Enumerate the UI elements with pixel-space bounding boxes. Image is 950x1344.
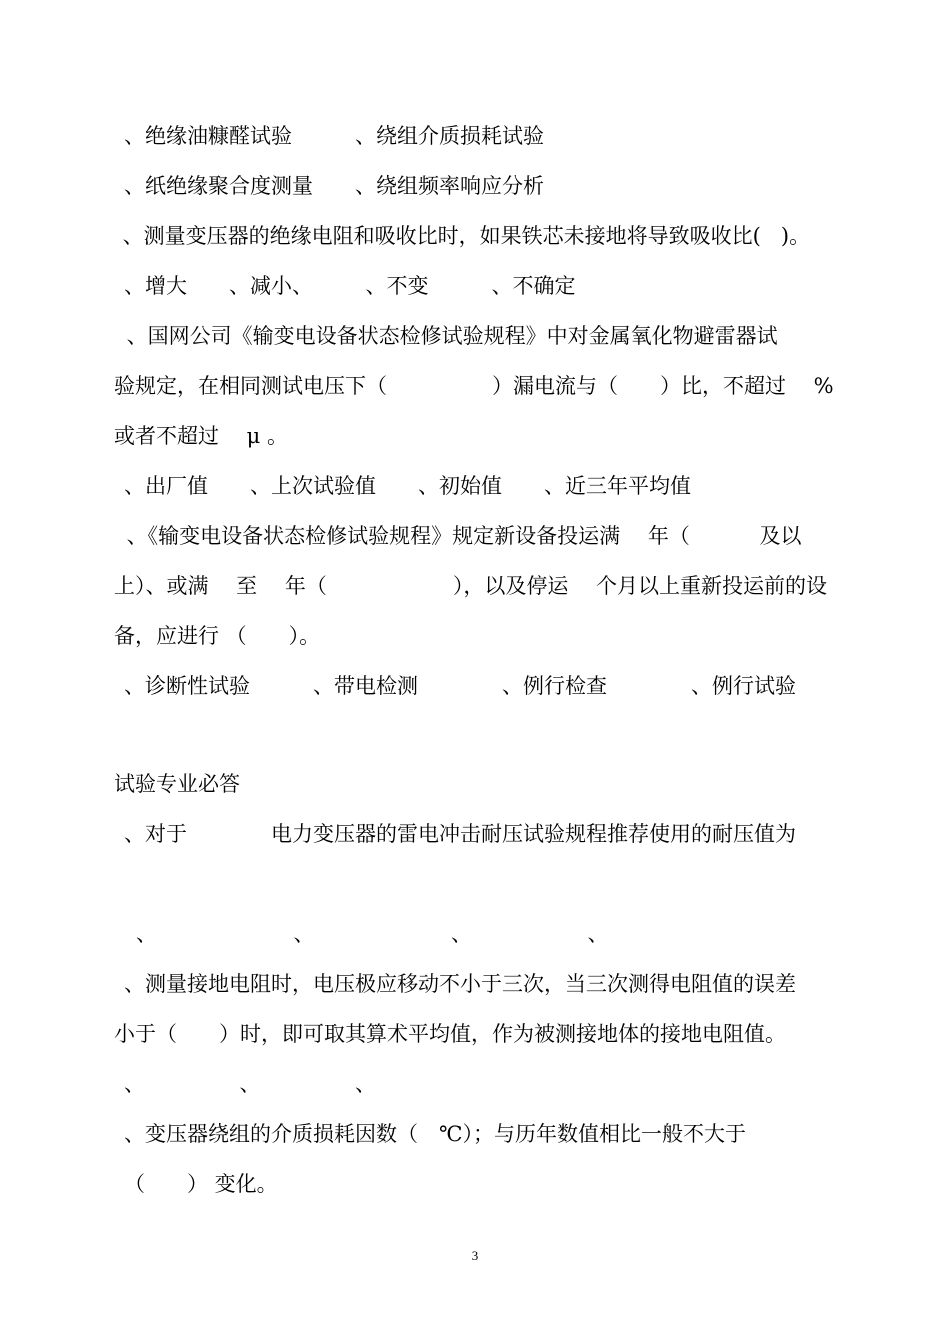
option-line: 、 、 、 、 [136, 922, 609, 946]
section-heading: 试验专业必答 [114, 772, 240, 796]
question-line: 小于（ ）时，即可取其算术平均值，作为被测接地体的接地电阻值。 [114, 1022, 786, 1046]
question-line: 、对于 电力变压器的雷电冲击耐压试验规程推荐使用的耐压值为 [124, 822, 796, 846]
option-line: 、纸绝缘聚合度测量 、绕组频率响应分析 [124, 174, 544, 198]
option-line: 、出厂值 、上次试验值 、初始值 、近三年平均值 [124, 474, 691, 498]
question-line: 上）、或满 至 年（ ），以及停运 个月以上重新投运前的设 [114, 574, 828, 598]
option-line: 、诊断性试验 、带电检测 、例行检查 、例行试验 [124, 674, 796, 698]
question-line: 验规定，在相同测试电压下（ ）漏电流与（ ）比，不超过 % [114, 374, 834, 398]
question-line: （ ） 变化。 [124, 1172, 278, 1196]
question-line: 、变压器绕组的介质损耗因数（ ℃）；与历年数值相比一般不大于 [124, 1122, 746, 1146]
page-number: 3 [471, 1248, 479, 1263]
option-line: 、增大 、减小、 、不变 、不确定 [124, 274, 576, 298]
option-line: 、绝缘油糠醛试验 、绕组介质损耗试验 [124, 124, 544, 148]
question-line: 、测量接地电阻时，电压极应移动不小于三次，当三次测得电阻值的误差 [124, 972, 796, 996]
question-line: 、国网公司《输变电设备状态检修试验规程》中对金属氧化物避雷器试 [120, 324, 778, 348]
question-line: 或者不超过 μ 。 [114, 424, 288, 448]
question-line: 、测量变压器的绝缘电阻和吸收比时，如果铁芯未接地将导致吸收比( )。 [116, 224, 811, 248]
question-line: 备，应进行 （ ）。 [114, 624, 321, 648]
question-line: 、《输变电设备状态检修试验规程》规定新设备投运满 年（ 及以 [120, 524, 802, 548]
option-line: 、 、 、 [124, 1072, 376, 1096]
